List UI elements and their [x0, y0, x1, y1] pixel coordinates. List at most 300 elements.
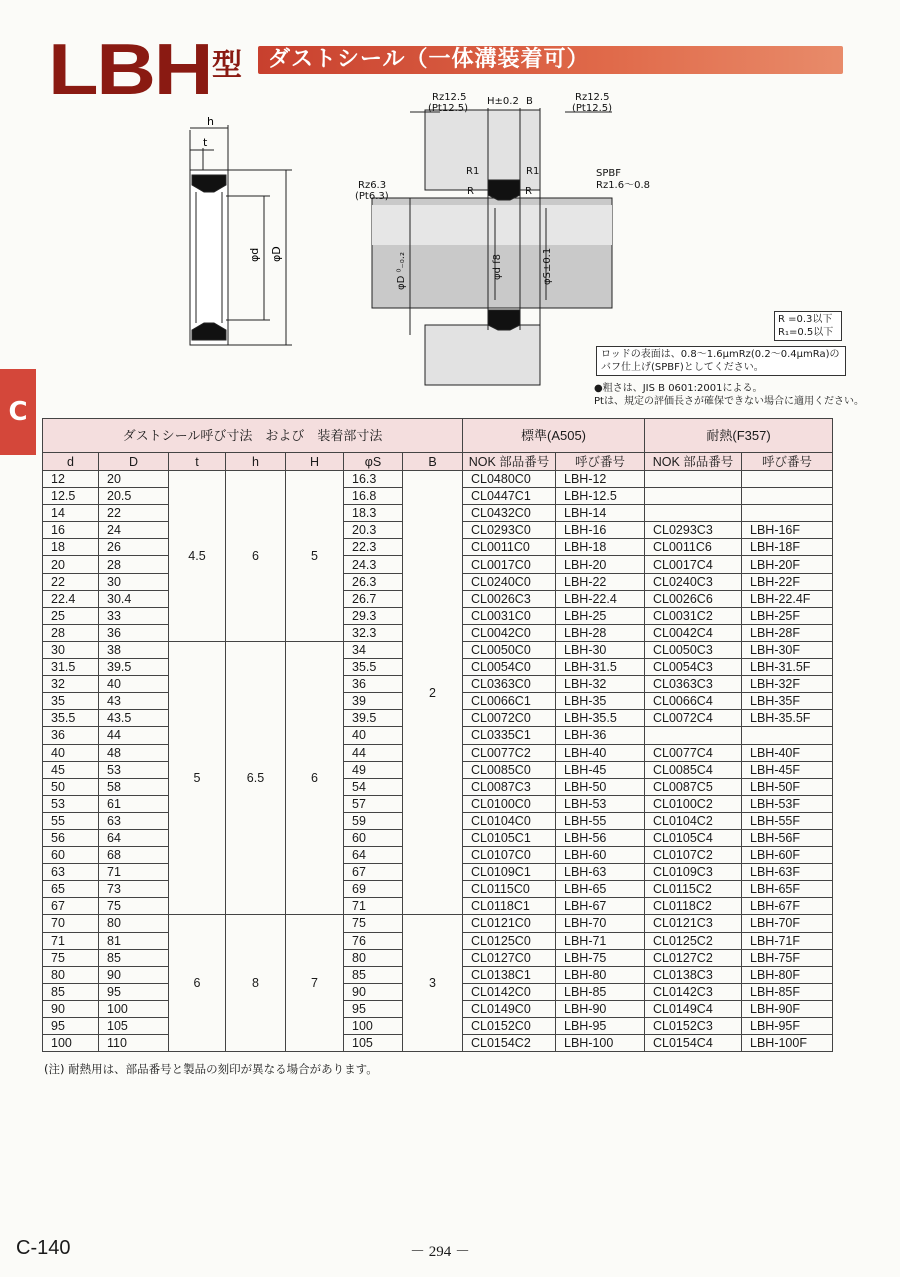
cell-d: 55	[43, 812, 99, 829]
cell-d: 71	[43, 932, 99, 949]
cell-d: 35	[43, 693, 99, 710]
cell-heat-nominal: LBH-20F	[742, 556, 833, 573]
cell-phiS: 36	[344, 676, 403, 693]
cell-heat-nominal: LBH-40F	[742, 744, 833, 761]
col-header: 呼び番号	[742, 453, 833, 471]
cell-heat-nominal: LBH-25F	[742, 607, 833, 624]
cell-D: 36	[99, 624, 169, 641]
cell-std-part-no: CL0432C0	[463, 505, 556, 522]
cell-d: 30	[43, 641, 99, 658]
cell-B: 2	[403, 471, 463, 915]
installation-drawing	[372, 108, 612, 385]
group-header: ダストシール呼び寸法 および 装着部寸法	[43, 419, 463, 453]
cell-phiS: 105	[344, 1035, 403, 1052]
cell-heat-nominal	[742, 471, 833, 488]
cell-std-part-no: CL0149C0	[463, 1000, 556, 1017]
cell-d: 35.5	[43, 710, 99, 727]
cell-d: 28	[43, 624, 99, 641]
cell-std-nominal: LBH-25	[556, 607, 645, 624]
cell-D: 61	[99, 795, 169, 812]
cell-heat-part-no: CL0085C4	[645, 761, 742, 778]
cell-std-part-no: CL0011C0	[463, 539, 556, 556]
cell-phiS: 35.5	[344, 659, 403, 676]
cell-std-part-no: CL0480C0	[463, 471, 556, 488]
cell-heat-nominal: LBH-22F	[742, 573, 833, 590]
title-subtitle: ダストシール（一体溝装着可）	[268, 47, 590, 72]
cell-phiS: 54	[344, 778, 403, 795]
cell-std-part-no: CL0118C1	[463, 898, 556, 915]
cell-heat-nominal: LBH-31.5F	[742, 659, 833, 676]
cell-d: 32	[43, 676, 99, 693]
cell-D: 33	[99, 607, 169, 624]
cell-heat-part-no: CL0105C4	[645, 829, 742, 846]
cell-heat-nominal: LBH-50F	[742, 778, 833, 795]
cell-d: 90	[43, 1000, 99, 1017]
cell-B: 3	[403, 915, 463, 1052]
cell-std-part-no: CL0152C0	[463, 1018, 556, 1035]
cell-heat-nominal: LBH-56F	[742, 829, 833, 846]
dim-phiS: φS±0.1	[542, 247, 553, 285]
seal-cross-section	[190, 125, 292, 345]
cell-std-nominal: LBH-32	[556, 676, 645, 693]
cell-heat-nominal: LBH-60F	[742, 847, 833, 864]
cell-D: 58	[99, 778, 169, 795]
cell-D: 100	[99, 1000, 169, 1017]
cell-heat-nominal: LBH-30F	[742, 641, 833, 658]
cell-heat-nominal: LBH-32F	[742, 676, 833, 693]
cell-std-nominal: LBH-67	[556, 898, 645, 915]
cell-heat-part-no: CL0107C2	[645, 847, 742, 864]
rz-top-left: Rz12.5	[432, 92, 467, 103]
cell-heat-part-no: CL0087C5	[645, 778, 742, 795]
cell-std-part-no: CL0105C1	[463, 829, 556, 846]
cell-D: 38	[99, 641, 169, 658]
cell-D: 43.5	[99, 710, 169, 727]
cell-std-part-no: CL0109C1	[463, 864, 556, 881]
cell-std-nominal: LBH-50	[556, 778, 645, 795]
cell-heat-part-no: CL0240C3	[645, 573, 742, 590]
cell-D: 64	[99, 829, 169, 846]
cell-heat-part-no: CL0100C2	[645, 795, 742, 812]
cell-phiS: 26.7	[344, 590, 403, 607]
cell-D: 26	[99, 539, 169, 556]
cell-D: 39.5	[99, 659, 169, 676]
cell-phiS: 44	[344, 744, 403, 761]
footnote: (注) 耐熱用は、部品番号と製品の刻印が異なる場合があります。	[44, 1062, 378, 1076]
table-row	[43, 915, 833, 932]
cell-heat-part-no: CL0017C4	[645, 556, 742, 573]
cell-D: 63	[99, 812, 169, 829]
cell-D: 28	[99, 556, 169, 573]
table-row	[43, 471, 833, 488]
cell-d: 16	[43, 522, 99, 539]
cell-std-part-no: CL0100C0	[463, 795, 556, 812]
cell-heat-part-no: CL0026C6	[645, 590, 742, 607]
cell-heat-nominal: LBH-100F	[742, 1035, 833, 1052]
cell-heat-part-no: CL0118C2	[645, 898, 742, 915]
cell-heat-part-no: CL0050C3	[645, 641, 742, 658]
cell-phiS: 95	[344, 1000, 403, 1017]
cell-heat-nominal: LBH-95F	[742, 1018, 833, 1035]
cell-heat-nominal	[742, 727, 833, 744]
cell-t: 6	[169, 915, 226, 1052]
cell-heat-part-no: CL0066C4	[645, 693, 742, 710]
col-header: h	[226, 453, 286, 471]
cell-heat-part-no: CL0152C3	[645, 1018, 742, 1035]
cell-D: 20.5	[99, 488, 169, 505]
cell-heat-nominal: LBH-22.4F	[742, 590, 833, 607]
spbf-label: SPBF	[596, 168, 621, 179]
cell-d: 75	[43, 949, 99, 966]
cell-D: 95	[99, 983, 169, 1000]
r1-note: R₁=0.5以下	[778, 327, 834, 338]
cell-D: 110	[99, 1035, 169, 1052]
cell-std-part-no: CL0138C1	[463, 966, 556, 983]
pt-top-left: (Pt12.5)	[428, 103, 469, 114]
cell-d: 67	[43, 898, 99, 915]
cell-heat-part-no: CL0042C4	[645, 624, 742, 641]
cell-D: 105	[99, 1018, 169, 1035]
cell-heat-part-no	[645, 505, 742, 522]
cell-std-part-no: CL0127C0	[463, 949, 556, 966]
cell-heat-part-no: CL0293C3	[645, 522, 742, 539]
cell-phiS: 60	[344, 829, 403, 846]
cell-d: 18	[43, 539, 99, 556]
cell-D: 22	[99, 505, 169, 522]
cell-h: 6	[226, 471, 286, 642]
cell-heat-part-no: CL0142C3	[645, 983, 742, 1000]
cell-d: 45	[43, 761, 99, 778]
cell-heat-part-no	[645, 471, 742, 488]
cell-d: 80	[43, 966, 99, 983]
cell-phiS: 24.3	[344, 556, 403, 573]
cell-phiS: 20.3	[344, 522, 403, 539]
cell-D: 30	[99, 573, 169, 590]
cell-phiS: 80	[344, 949, 403, 966]
rod-surface-note: ロッドの表面は、0.8～1.6μmRz(0.2～0.4μmRa)のバフ仕上げ(SPBF)としてください。	[596, 346, 846, 376]
r-right: R	[525, 186, 532, 197]
cell-std-part-no: CL0017C0	[463, 556, 556, 573]
cell-D: 85	[99, 949, 169, 966]
cell-heat-part-no: CL0121C3	[645, 915, 742, 932]
r-left: R	[467, 186, 474, 197]
cell-d: 63	[43, 864, 99, 881]
col-header: t	[169, 453, 226, 471]
cell-heat-nominal: LBH-55F	[742, 812, 833, 829]
cell-D: 30.4	[99, 590, 169, 607]
cell-heat-part-no: CL0125C2	[645, 932, 742, 949]
cell-std-nominal: LBH-65	[556, 881, 645, 898]
dimension-table	[42, 418, 833, 1052]
cell-heat-part-no: CL0104C2	[645, 812, 742, 829]
cell-heat-nominal: LBH-71F	[742, 932, 833, 949]
cell-heat-nominal: LBH-90F	[742, 1000, 833, 1017]
cell-std-part-no: CL0121C0	[463, 915, 556, 932]
cell-heat-nominal: LBH-75F	[742, 949, 833, 966]
cell-std-nominal: LBH-14	[556, 505, 645, 522]
section-tab: C	[0, 369, 36, 455]
cell-D: 53	[99, 761, 169, 778]
cell-D: 80	[99, 915, 169, 932]
cell-H: 6	[286, 641, 344, 915]
cell-H: 5	[286, 471, 344, 642]
cell-std-nominal: LBH-63	[556, 864, 645, 881]
cell-heat-nominal: LBH-80F	[742, 966, 833, 983]
cell-D: 81	[99, 932, 169, 949]
cell-std-part-no: CL0115C0	[463, 881, 556, 898]
cell-std-nominal: LBH-53	[556, 795, 645, 812]
title-type-suffix: 型	[212, 48, 242, 83]
cell-heat-nominal: LBH-16F	[742, 522, 833, 539]
cell-d: 12.5	[43, 488, 99, 505]
cell-std-part-no: CL0066C1	[463, 693, 556, 710]
cell-phiS: 22.3	[344, 539, 403, 556]
cell-d: 22.4	[43, 590, 99, 607]
cell-std-nominal: LBH-70	[556, 915, 645, 932]
cell-heat-part-no: CL0054C3	[645, 659, 742, 676]
cell-std-part-no: CL0447C1	[463, 488, 556, 505]
cell-heat-nominal: LBH-35.5F	[742, 710, 833, 727]
cell-std-part-no: CL0054C0	[463, 659, 556, 676]
cell-phiS: 64	[344, 847, 403, 864]
cell-phiS: 100	[344, 1018, 403, 1035]
cell-D: 75	[99, 898, 169, 915]
cell-H: 7	[286, 915, 344, 1052]
cell-std-nominal: LBH-18	[556, 539, 645, 556]
cell-d: 56	[43, 829, 99, 846]
cell-std-nominal: LBH-60	[556, 847, 645, 864]
cell-std-nominal: LBH-35	[556, 693, 645, 710]
cell-D: 68	[99, 847, 169, 864]
cell-std-part-no: CL0293C0	[463, 522, 556, 539]
dim-t-label: t	[203, 136, 208, 149]
rz-left: Rz6.3	[358, 180, 387, 191]
dim-h-label: h	[207, 115, 214, 128]
cell-d: 100	[43, 1035, 99, 1052]
dim-phiD: φD ⁰₋₀.₂	[396, 252, 407, 290]
cell-D: 20	[99, 471, 169, 488]
cell-std-nominal: LBH-12	[556, 471, 645, 488]
cell-phiS: 16.8	[344, 488, 403, 505]
cell-phiS: 49	[344, 761, 403, 778]
cell-std-part-no: CL0125C0	[463, 932, 556, 949]
col-header: φS	[344, 453, 403, 471]
cell-d: 20	[43, 556, 99, 573]
cell-heat-nominal: LBH-67F	[742, 898, 833, 915]
cell-std-nominal: LBH-12.5	[556, 488, 645, 505]
cell-std-nominal: LBH-22.4	[556, 590, 645, 607]
cell-std-part-no: CL0042C0	[463, 624, 556, 641]
cell-d: 50	[43, 778, 99, 795]
cell-heat-nominal: LBH-28F	[742, 624, 833, 641]
cell-h: 8	[226, 915, 286, 1052]
cell-d: 53	[43, 795, 99, 812]
product-code-title: LBH	[48, 30, 212, 110]
cell-D: 40	[99, 676, 169, 693]
cell-d: 95	[43, 1018, 99, 1035]
cell-std-nominal: LBH-55	[556, 812, 645, 829]
cell-phiS: 32.3	[344, 624, 403, 641]
cell-phiS: 90	[344, 983, 403, 1000]
cell-heat-part-no: CL0031C2	[645, 607, 742, 624]
cell-std-part-no: CL0026C3	[463, 590, 556, 607]
cell-heat-nominal	[742, 488, 833, 505]
cell-D: 43	[99, 693, 169, 710]
cell-phiS: 67	[344, 864, 403, 881]
cell-d: 60	[43, 847, 99, 864]
cell-d: 31.5	[43, 659, 99, 676]
col-header: NOK 部品番号	[645, 453, 742, 471]
col-header: H	[286, 453, 344, 471]
cell-std-nominal: LBH-36	[556, 727, 645, 744]
r1-right: R1	[526, 166, 540, 177]
cell-phiS: 76	[344, 932, 403, 949]
col-header: B	[403, 453, 463, 471]
cell-heat-nominal	[742, 505, 833, 522]
col-header: NOK 部品番号	[463, 453, 556, 471]
cell-std-nominal: LBH-16	[556, 522, 645, 539]
cell-heat-part-no: CL0363C3	[645, 676, 742, 693]
spbf-roughness: Rz1.6～0.8	[596, 180, 651, 191]
cell-std-part-no: CL0031C0	[463, 607, 556, 624]
cell-heat-part-no: CL0149C4	[645, 1000, 742, 1017]
cell-phiS: 59	[344, 812, 403, 829]
cell-heat-part-no: CL0115C2	[645, 881, 742, 898]
cell-std-nominal: LBH-31.5	[556, 659, 645, 676]
cell-D: 73	[99, 881, 169, 898]
pt-top-right: (Pt12.5)	[572, 103, 613, 114]
cell-heat-nominal: LBH-45F	[742, 761, 833, 778]
cell-heat-nominal: LBH-85F	[742, 983, 833, 1000]
cell-phiS: 34	[344, 641, 403, 658]
cell-std-nominal: LBH-20	[556, 556, 645, 573]
cell-std-nominal: LBH-85	[556, 983, 645, 1000]
page-number: － 294 －	[410, 1244, 471, 1260]
cell-phiS: 39.5	[344, 710, 403, 727]
cell-std-nominal: LBH-30	[556, 641, 645, 658]
col-header: D	[99, 453, 169, 471]
cell-std-part-no: CL0154C2	[463, 1035, 556, 1052]
dim-B: B	[526, 96, 533, 107]
cell-heat-part-no	[645, 727, 742, 744]
cell-h: 6.5	[226, 641, 286, 915]
cell-std-nominal: LBH-45	[556, 761, 645, 778]
cell-std-part-no: CL0335C1	[463, 727, 556, 744]
cell-heat-nominal: LBH-53F	[742, 795, 833, 812]
cell-phiS: 29.3	[344, 607, 403, 624]
rz-top-right: Rz12.5	[575, 92, 610, 103]
cell-phiS: 71	[344, 898, 403, 915]
cell-D: 44	[99, 727, 169, 744]
cell-std-nominal: LBH-56	[556, 829, 645, 846]
cell-D: 71	[99, 864, 169, 881]
cell-heat-part-no: CL0154C4	[645, 1035, 742, 1052]
cell-std-nominal: LBH-71	[556, 932, 645, 949]
cell-d: 22	[43, 573, 99, 590]
roughness-note	[594, 382, 864, 408]
cell-phiS: 85	[344, 966, 403, 983]
cell-d: 25	[43, 607, 99, 624]
cell-heat-part-no: CL0072C4	[645, 710, 742, 727]
cell-d: 70	[43, 915, 99, 932]
cell-std-nominal: LBH-28	[556, 624, 645, 641]
cell-std-part-no: CL0085C0	[463, 761, 556, 778]
pt-usage: Ptは、規定の評価長さが確保できない場合に適用ください。	[594, 396, 864, 407]
cell-D: 90	[99, 966, 169, 983]
cell-std-part-no: CL0072C0	[463, 710, 556, 727]
cell-phiS: 75	[344, 915, 403, 932]
cell-t: 4.5	[169, 471, 226, 642]
cell-std-nominal: LBH-22	[556, 573, 645, 590]
cell-heat-part-no	[645, 488, 742, 505]
heat-header: 耐熱(F357)	[645, 419, 833, 453]
cell-std-nominal: LBH-80	[556, 966, 645, 983]
cell-std-part-no: CL0104C0	[463, 812, 556, 829]
cell-heat-nominal: LBH-63F	[742, 864, 833, 881]
cell-std-nominal: LBH-75	[556, 949, 645, 966]
radius-notes	[774, 311, 842, 341]
cell-d: 85	[43, 983, 99, 1000]
cell-std-nominal: LBH-95	[556, 1018, 645, 1035]
cell-heat-nominal: LBH-70F	[742, 915, 833, 932]
cell-t: 5	[169, 641, 226, 915]
cell-d: 36	[43, 727, 99, 744]
cell-d: 14	[43, 505, 99, 522]
cell-d: 65	[43, 881, 99, 898]
col-header: 呼び番号	[556, 453, 645, 471]
r-note: R =0.3以下	[778, 314, 833, 325]
cell-heat-nominal: LBH-35F	[742, 693, 833, 710]
cell-phiS: 16.3	[344, 471, 403, 488]
cell-phiS: 18.3	[344, 505, 403, 522]
cell-d: 12	[43, 471, 99, 488]
dim-H: H±0.2	[487, 96, 519, 107]
cell-std-part-no: CL0363C0	[463, 676, 556, 693]
cell-std-nominal: LBH-90	[556, 1000, 645, 1017]
section-page-code: C-140	[16, 1237, 71, 1259]
cell-phiS: 39	[344, 693, 403, 710]
col-header: d	[43, 453, 99, 471]
cell-std-nominal: LBH-40	[556, 744, 645, 761]
cell-heat-part-no: CL0109C3	[645, 864, 742, 881]
cell-std-part-no: CL0107C0	[463, 847, 556, 864]
dim-d-label: φd	[248, 247, 261, 262]
cell-heat-part-no: CL0127C2	[645, 949, 742, 966]
dim-D-label: φD	[270, 246, 283, 262]
cell-phiS: 40	[344, 727, 403, 744]
cell-std-nominal: LBH-35.5	[556, 710, 645, 727]
cell-std-part-no: CL0077C2	[463, 744, 556, 761]
roughness-standard: ●粗さは、JIS B 0601:2001による。	[594, 383, 763, 394]
cell-heat-part-no: CL0077C4	[645, 744, 742, 761]
cell-std-part-no: CL0142C0	[463, 983, 556, 1000]
pt-left: (Pt6.3)	[355, 191, 389, 202]
cell-std-part-no: CL0087C3	[463, 778, 556, 795]
cell-d: 40	[43, 744, 99, 761]
cell-heat-nominal: LBH-65F	[742, 881, 833, 898]
cell-heat-part-no: CL0138C3	[645, 966, 742, 983]
cell-heat-part-no: CL0011C6	[645, 539, 742, 556]
cell-std-nominal: LBH-100	[556, 1035, 645, 1052]
r1-left: R1	[466, 166, 480, 177]
std-header: 標準(A505)	[463, 419, 645, 453]
cell-phiS: 57	[344, 795, 403, 812]
cell-D: 48	[99, 744, 169, 761]
dim-phid-f8: φd f8	[492, 253, 503, 280]
cell-std-part-no: CL0240C0	[463, 573, 556, 590]
cell-phiS: 26.3	[344, 573, 403, 590]
cell-std-part-no: CL0050C0	[463, 641, 556, 658]
